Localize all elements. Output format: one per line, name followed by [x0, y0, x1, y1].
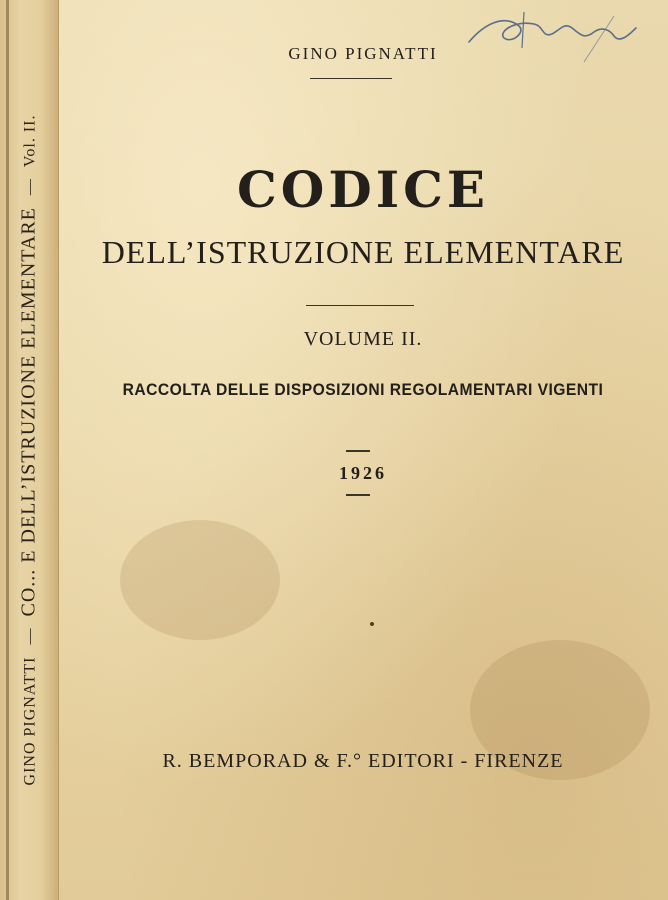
divider: [306, 305, 414, 306]
book-subtitle: DELL’ISTRUZIONE ELEMENTARE: [101, 234, 625, 270]
spine-separator: —: [21, 179, 39, 196]
ink-speck: [370, 622, 374, 626]
spine-volume: Vol. II.: [21, 114, 39, 168]
divider: [310, 78, 392, 79]
spine-edge: [6, 0, 9, 900]
spine-text: [18, 115, 41, 786]
collection-title: RACCOLTA DELLE DISPOSIZIONI REGOLAMENTARI VIGENTI: [122, 380, 604, 399]
publication-year: 1926: [339, 463, 387, 483]
paper-stain: [120, 520, 280, 640]
book-title: CODICE: [236, 160, 489, 219]
spine-title: CO... E DELL’ISTRUZIONE ELEMENTARE: [17, 207, 40, 617]
spine-author: GINO PIGNATTI: [21, 656, 39, 786]
volume-label: VOLUME II.: [303, 328, 423, 350]
author-name: GINO PIGNATTI: [288, 44, 438, 63]
divider: [346, 450, 370, 452]
spine-separator: —: [21, 628, 39, 645]
book-spine: [0, 0, 59, 900]
divider: [346, 494, 370, 496]
publisher-line: R. BEMPORAD & F.° EDITORI - FIRENZE: [162, 750, 564, 772]
